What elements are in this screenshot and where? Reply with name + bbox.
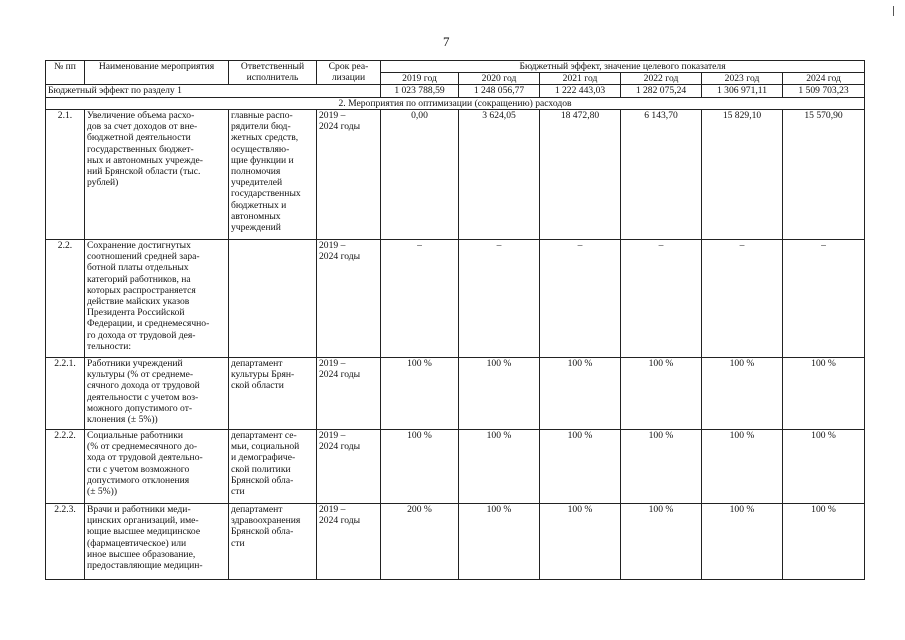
row-name-line: допустимого отклонения <box>87 474 190 486</box>
header-col-term-line: лизации <box>331 72 366 84</box>
row-value: – <box>459 239 540 357</box>
table-row <box>46 357 865 429</box>
total-value: 1 282 075,24 <box>621 85 702 97</box>
row-value: 100 % <box>621 503 702 579</box>
row-resp-line: департамент <box>231 503 283 515</box>
row-value: 100 % <box>540 357 621 429</box>
row-name-line: Федерации, и среднемесячно- <box>87 318 210 330</box>
table-row <box>46 429 865 503</box>
row-value: 100 % <box>459 429 540 503</box>
page-edge-mark <box>893 6 894 16</box>
header-col-name: Наименование мероприятия <box>85 61 229 85</box>
row-resp-line: рядители бюд- <box>231 121 291 133</box>
row-name-line: (± 5%)) <box>87 485 118 497</box>
row-name-line: тельности: <box>87 340 132 352</box>
header-col-effect: Бюджетный эффект, значение целевого показателя <box>381 61 865 73</box>
row-name-line: которых распространяется <box>87 284 196 296</box>
row-resp-line: культуры Брян- <box>231 369 295 381</box>
row-name-line: предоставляющие медицин- <box>87 559 203 571</box>
table-row <box>46 239 865 357</box>
row-name <box>85 239 229 357</box>
row-term-line: 2024 годы <box>319 121 361 133</box>
row-name-line: бюджетной деятельности <box>87 132 191 144</box>
row-name-line: действие майских указов <box>87 295 190 307</box>
row-resp-line: полномочия <box>231 165 281 177</box>
row-name <box>85 503 229 579</box>
row-name-line: Сохранение достигнутых <box>87 239 191 251</box>
row-resp-line: ской области <box>231 380 284 392</box>
row-name-line: рублей) <box>87 177 119 189</box>
row-value: – <box>702 239 783 357</box>
row-resp-line: автономных <box>231 210 281 222</box>
row-number: 2.2.2. <box>46 429 85 503</box>
row-value: 200 % <box>381 503 459 579</box>
row-value: 100 % <box>540 429 621 503</box>
row-value: 0,00 <box>381 109 459 239</box>
row-value: 100 % <box>783 429 865 503</box>
row-resp-line: осуществляю- <box>231 143 290 155</box>
row-value: – <box>381 239 459 357</box>
row-resp-line: департамент <box>231 357 283 369</box>
row-name-line: иное высшее образование, <box>87 548 196 560</box>
row-value: 100 % <box>783 503 865 579</box>
header-year: 2024 год <box>783 73 865 85</box>
row-name-line: Социальные работники <box>87 429 184 441</box>
row-resp <box>229 503 317 579</box>
row-resp-line: сти <box>231 485 245 497</box>
row-value: – <box>621 239 702 357</box>
row-value: 100 % <box>459 357 540 429</box>
total-value: 1 023 788,59 <box>381 85 459 97</box>
table-row <box>46 503 865 579</box>
row-term <box>317 239 381 357</box>
row-name-line: ний Брянской области (тыс. <box>87 165 201 177</box>
row-name-line: дов за счет доходов от вне- <box>87 121 198 133</box>
row-name-line: категорий работников, на <box>87 273 191 285</box>
row-value: 100 % <box>540 503 621 579</box>
row-resp <box>229 357 317 429</box>
row-name-line: клонения (± 5%)) <box>87 413 158 425</box>
total-row-label: Бюджетный эффект по разделу 1 <box>46 85 381 97</box>
row-resp-line: мьи, социальной <box>231 441 300 453</box>
header-year: 2022 год <box>621 73 702 85</box>
header-col-resp-line: исполнитель <box>246 72 299 84</box>
row-name-line: соотношений средней зара- <box>87 251 200 263</box>
row-value: – <box>540 239 621 357</box>
row-resp-line: департамент се- <box>231 429 297 441</box>
budget-effect-table <box>45 60 865 580</box>
row-term-line: 2019 – <box>319 109 346 121</box>
row-resp-line: Брянской обла- <box>231 526 294 538</box>
row-resp-line: ской политики <box>231 463 291 475</box>
row-value: 3 624,05 <box>459 109 540 239</box>
row-name-line: культуры (% от среднеме- <box>87 369 194 381</box>
row-resp-line: учреждений <box>231 222 281 234</box>
row-resp <box>229 239 317 357</box>
row-name-line: цинских организаций, име- <box>87 515 199 527</box>
row-term <box>317 109 381 239</box>
row-name <box>85 357 229 429</box>
row-number: 2.2.3. <box>46 503 85 579</box>
row-name-line: Работники учреждений <box>87 357 183 369</box>
row-name-line: ботной платы отдельных <box>87 262 189 274</box>
row-name-line: государственных бюджет- <box>87 143 194 155</box>
row-name-line: ющие высшее медицинское <box>87 526 201 538</box>
row-name-line: Врачи и работники меди- <box>87 503 191 515</box>
row-resp-line: государственных <box>231 188 301 200</box>
row-term-line: 2024 годы <box>319 369 361 381</box>
row-name-line: можного допустимого от- <box>87 402 193 414</box>
row-name-line: хода от трудовой деятельно- <box>87 452 203 464</box>
row-resp-line: главные распо- <box>231 109 293 121</box>
row-name-line: Увеличение объема расхо- <box>87 109 195 121</box>
row-name-line: Президента Российской <box>87 307 185 319</box>
row-name-line: сячного дохода от трудовой <box>87 380 200 392</box>
row-number: 2.1. <box>46 109 85 239</box>
row-term <box>317 429 381 503</box>
row-resp-line: и демографиче- <box>231 452 296 464</box>
row-term-line: 2019 – <box>319 357 346 369</box>
row-name-line: ных и автономных учрежде- <box>87 154 203 166</box>
header-col-resp <box>229 61 317 85</box>
row-value: 100 % <box>783 357 865 429</box>
header-year: 2021 год <box>540 73 621 85</box>
row-resp-line: жетных средств, <box>231 132 299 144</box>
row-value: – <box>783 239 865 357</box>
row-value: 100 % <box>621 429 702 503</box>
header-year: 2020 год <box>459 73 540 85</box>
row-term-line: 2024 годы <box>319 251 361 263</box>
row-term <box>317 503 381 579</box>
row-resp-line: здравоохранения <box>231 515 301 527</box>
row-name-line: сти с учетом возможного <box>87 463 190 475</box>
header-col-no: № пп <box>46 61 85 85</box>
header-col-resp-line: Ответственный <box>240 61 305 72</box>
row-value: 100 % <box>702 503 783 579</box>
row-resp-line: бюджетных и <box>231 199 287 211</box>
row-name-line: (фармацевтическое) или <box>87 537 187 549</box>
row-term <box>317 357 381 429</box>
row-value: 15 570,90 <box>783 109 865 239</box>
row-term-line: 2019 – <box>319 429 346 441</box>
header-year: 2023 год <box>702 73 783 85</box>
row-term-line: 2024 годы <box>319 515 361 527</box>
section-title: 2. Мероприятия по оптимизации (сокращению) расходов <box>46 97 865 109</box>
total-value: 1 509 703,23 <box>783 85 865 97</box>
row-resp-line: сти <box>231 537 245 549</box>
row-resp <box>229 429 317 503</box>
row-term-line: 2019 – <box>319 239 346 251</box>
row-number: 2.2.1. <box>46 357 85 429</box>
header-col-term <box>317 61 381 85</box>
row-term-line: 2019 – <box>319 503 346 515</box>
total-value: 1 248 056,77 <box>459 85 540 97</box>
header-col-term-line: Срок реа- <box>328 61 369 72</box>
total-value: 1 222 443,03 <box>540 85 621 97</box>
row-number: 2.2. <box>46 239 85 357</box>
row-value: 100 % <box>381 429 459 503</box>
table-row <box>46 109 865 239</box>
row-resp-line: учредителей <box>231 177 283 189</box>
row-name-line: го дохода от трудовой дея- <box>87 329 196 341</box>
row-value: 15 829,10 <box>702 109 783 239</box>
row-resp-line: Брянской обла- <box>231 474 294 486</box>
row-value: 100 % <box>621 357 702 429</box>
row-value: 18 472,80 <box>540 109 621 239</box>
row-value: 100 % <box>381 357 459 429</box>
row-value: 100 % <box>702 357 783 429</box>
row-term-line: 2024 годы <box>319 441 361 453</box>
header-year: 2019 год <box>381 73 459 85</box>
row-name-line: деятельности с учетом воз- <box>87 391 199 403</box>
row-name <box>85 429 229 503</box>
total-value: 1 306 971,11 <box>702 85 783 97</box>
row-name <box>85 109 229 239</box>
row-value: 100 % <box>702 429 783 503</box>
row-value: 6 143,70 <box>621 109 702 239</box>
row-resp-line: щие функции и <box>231 154 294 166</box>
page-number: 7 <box>443 34 450 49</box>
row-value: 100 % <box>459 503 540 579</box>
row-resp <box>229 109 317 239</box>
row-name-line: (% от среднемесячного до- <box>87 441 198 453</box>
